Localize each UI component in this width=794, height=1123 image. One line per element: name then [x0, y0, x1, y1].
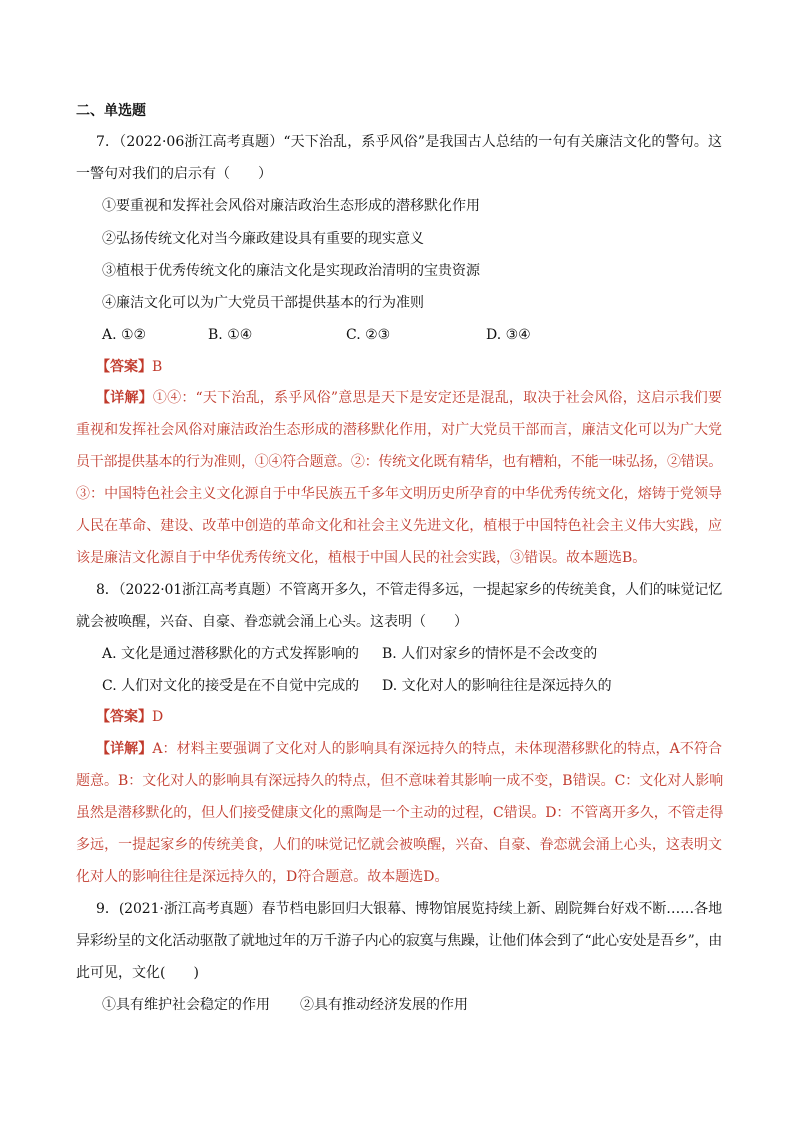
q7-option-b: B. ①④: [208, 327, 253, 343]
detail-text: A：材料主要强调了文化对人的影响具有深远持久的特点，未体现潜移默化的特点，A不符合: [152, 741, 722, 757]
q9-stem-line-2: 异彩纷呈的文化活动驱散了就地过年的万千游子内心的寂寞与焦躁，让他们体会到了“此心安处是吾乡”，由: [76, 933, 722, 949]
q7-item-2: ②弘扬传统文化对当今廉政建设具有重要的现实意义: [102, 231, 424, 247]
q9-stem-line-1: 9．(2021·浙江高考真题）春节档电影回归大银幕、博物馆展览持续上新、剧院舞台好戏不断……各地: [96, 901, 722, 917]
q8-detail-line-1: [96, 739, 722, 759]
q7-option-a: A. ①②: [102, 327, 147, 343]
q7-item-1: ①要重视和发挥社会风俗对廉洁政治生态形成的潜移默化作用: [102, 198, 480, 214]
q8-detail-line-3: 虽然是潜移默化的，但人们接受健康文化的熏陶是一个主动的过程，C错误。D：不管离开多久，不管走得: [76, 805, 724, 821]
answer-tag: 【答案】: [96, 359, 152, 375]
q7-stem-line-2: 一警句对我们的启示有（ ）: [76, 166, 272, 182]
q7-detail-line-2: 重视和发挥社会风俗对廉洁政治生态形成的潜移默化作用，对广大党员干部而言，廉洁文化可以为广大党: [76, 422, 722, 438]
q8-option-c: C. 人们对文化的接受是在不自觉中完成的: [102, 678, 360, 694]
q8-detail-line-5: 化对人的影响往往是深远持久的，D符合题意。故本题选D。: [76, 869, 449, 885]
q7-detail-line-6: 该是廉洁文化源自于中华优秀传统文化，植根于中国人民的社会实践，③错误。故本题选B。: [76, 550, 647, 566]
q7-option-d: D. ③④: [486, 327, 531, 343]
q8-detail-line-2: 题意。B：文化对人的影响具有深远持久的特点，但不意味着其影响一成不变，B错误。C：文化对人影响: [76, 773, 724, 789]
answer-tag: 【答案】: [96, 709, 152, 725]
q9-stem-line-3: 此可见，文化( ): [76, 965, 199, 981]
q7-item-4: ④廉洁文化可以为广大党员干部提供基本的行为准则: [102, 295, 424, 311]
q7-stem-line-1: 7．（2022·06浙江高考真题）“天下治乱，系乎风俗”是我国古人总结的一句有关廉洁文化的警句。这: [96, 134, 722, 150]
q8-option-a: A. 文化是通过潜移默化的方式发挥影响的: [102, 646, 360, 662]
detail-text: ①④：“天下治乱，系乎风俗”意思是天下是安定还是混乱，取决于社会风俗，这启示我们要: [152, 390, 723, 406]
detail-tag: 【详解】: [96, 741, 153, 757]
q8-option-d: D. 文化对人的影响往往是深远持久的: [382, 678, 612, 694]
q8-stem-line-2: 就会被唤醒，兴奋、自豪、眷恋就会涌上心头。这表明（ ）: [76, 614, 468, 630]
q9-item-1: ①具有维护社会稳定的作用: [102, 997, 270, 1013]
detail-tag: 【详解】: [96, 390, 153, 406]
q7-option-c: C. ②③: [346, 327, 391, 343]
q8-option-b: B. 人们对家乡的情怀是不会改变的: [382, 646, 598, 662]
section-title: 二、单选题: [76, 103, 146, 119]
q8-answer: [96, 707, 163, 727]
q7-detail-line-4: ③：中国特色社会主义文化源自于中华民族五千多年文明历史所孕育的中华优秀传统文化，熔铸于党领导: [76, 486, 722, 502]
answer-value: D: [152, 709, 164, 725]
q9-item-2: ②具有推动经济发展的作用: [300, 997, 468, 1013]
q8-stem-line-1: 8．（2022·01浙江高考真题）不管离开多久，不管走得多远，一提起家乡的传统美食，人们的味觉记忆: [96, 582, 722, 598]
q8-detail-line-4: 多远，一提起家乡的传统美食，人们的味觉记忆就会被唤醒，兴奋、自豪、眷恋就会涌上心头，这表明文: [76, 837, 722, 853]
q7-detail-line-5: 人民在革命、建设、改革中创造的革命文化和社会主义先进文化，植根于中国特色社会主义伟大实践，应: [76, 518, 722, 534]
answer-value: B: [152, 359, 163, 375]
q7-detail-line-3: 员干部提供基本的行为准则，①④符合题意。②：传统文化既有精华，也有糟粕，不能一味弘扬，②错误。: [76, 454, 722, 470]
q7-detail-line-1: [96, 388, 722, 408]
q7-item-3: ③植根于优秀传统文化的廉洁文化是实现政治清明的宝贵资源: [102, 263, 480, 279]
q7-answer: [96, 357, 162, 377]
